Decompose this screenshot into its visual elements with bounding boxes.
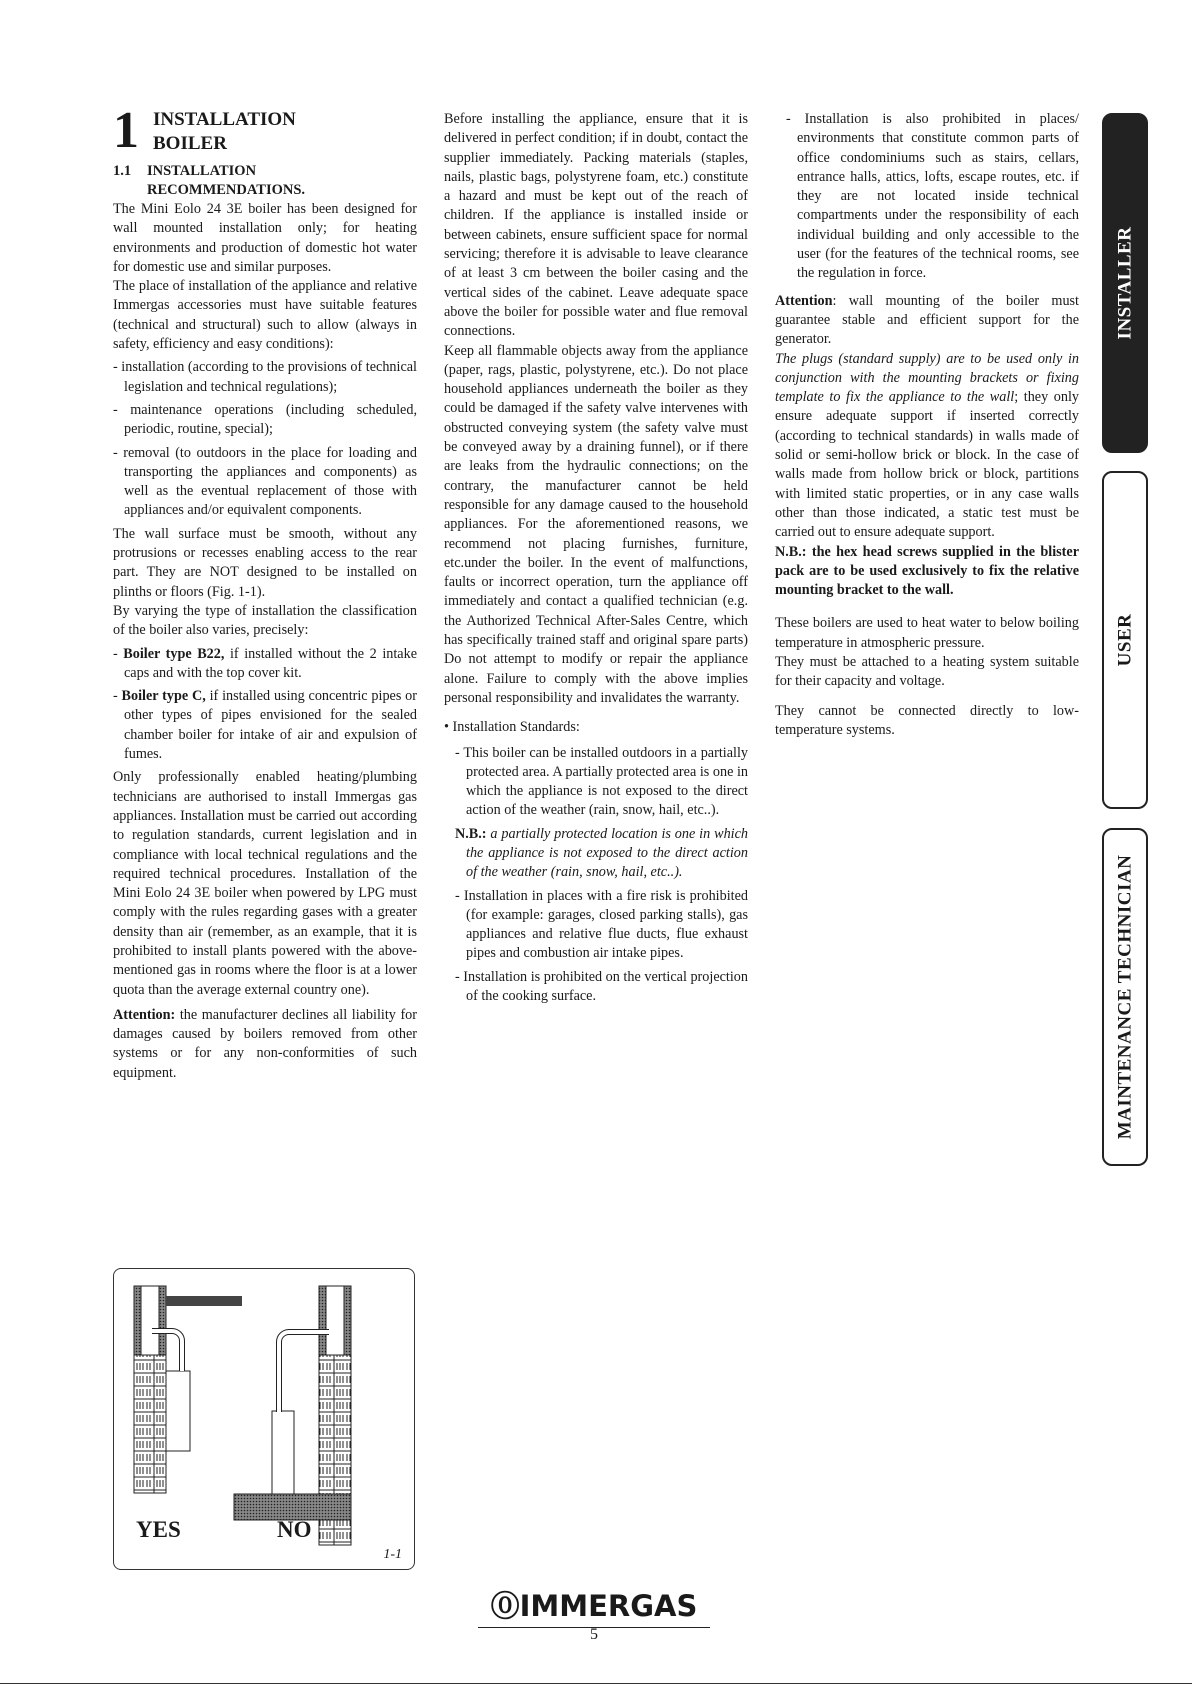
attention-text: the manufacturer declines all liability for damages caused by boilers removed from other systems or for any non-conformities of such equipment. [113,1006,417,1081]
list-text: if installed without the 2 intake caps and with the top cover kit. [124,645,417,681]
list-item: - Boiler type C, if installed using concentric pipes or other types of pipes envisioned for the sealed chamber boiler for intake of air and expulsion of fumes. [113,688,417,763]
list-item: - maintenance operations (including scheduled, periodic, routine, special); [113,401,417,438]
nb-note: N.B.: the hex head screws supplied in the blister pack are to be used exclusively to fix the relative mounting bracket to the wall. [775,543,1079,599]
paragraph: The Mini Eolo 24 3E boiler has been designed for wall mounted installation only; for heating environments and production of domestic hot water for domestic use and similar purposes. [113,201,417,275]
list-text: if installed using concentric pipes or other types of pipes envisioned for the sealed chamber boiler for intake of air and expulsion of fumes. [124,688,417,763]
nb-label: N.B.: [455,825,487,842]
immergas-logo [478,1584,710,1628]
tab-label: USER [1114,613,1135,667]
figure-number: 1-1 [383,1547,402,1562]
tab-user[interactable] [1102,471,1148,809]
tab-installer[interactable] [1102,113,1148,453]
list-item: - Boiler type B22, if installed without the 2 intake caps and with the top cover kit. [113,645,417,681]
yes-label: YES [136,1517,181,1542]
attention-text: : wall mounting of the boiler must guarantee stable and efficient support for the generator. [775,292,1079,348]
nb-text: a partially protected location is one in which the appliance is not exposed to the direct action of the weather (rain, snow, hail, etc..). [466,825,748,881]
section-heading [113,162,417,200]
tab-maintenance-technician[interactable] [1102,828,1148,1166]
chapter-title-line2: BOILER [153,133,227,154]
paragraph: The wall surface must be smooth, without any protrusions or recesses enabling access to the rear part. They are NOT designed to be installed on plinths or floors (Fig. 1-1). [113,525,417,600]
figure-1-1 [113,1268,415,1570]
list-item: - Installation in places with a fire risk is prohibited (for example: garages, closed parking stalls), gas appliances and relative flue ducts, flue exhaust pipes and combustion air intake pipes. [455,887,748,962]
tab-label: MAINTENANCE TECHNICIAN [1114,854,1136,1140]
column-3 [775,110,1079,744]
column-1 [113,102,417,1087]
page-bottom-border [0,1683,1192,1684]
nb-note [444,825,748,883]
flame-icon: ⓪ [490,1589,520,1623]
paragraph: By varying the type of installation the classification of the boiler also varies, precisely: [113,602,417,639]
section-number: 1.1 [113,163,132,179]
attention-label: Attention: [113,1006,176,1023]
plugs-text: ; they only ensure adequate support if inserted correctly (according to technical standards) in walls made of solid or semi-hollow brick or block. In the case of walls made from hollow brick or block, partitions with limited static properties, or in any case walls other than those indicated, a static test must be carried out to ensure adequate support. [775,389,1080,541]
section-title-line1: INSTALLATION [147,163,257,179]
list-item: - installation (according to the provisions of technical legislation and technical regulations); [113,359,417,395]
list-item: - Installation is prohibited on the vertical projection of the cooking surface. [455,968,748,1005]
installation-standards-bullet: • Installation Standards: [444,719,580,736]
chapter-number: 1 [113,102,139,159]
column-2 [444,110,748,1010]
paragraph: Before installing the appliance, ensure that it is delivered in perfect condition; if in doubt, contact the supplier immediately. Packing materials (staples, nails, plastic bags, polystyrene foam, etc.) constitute a hazard and must be kept out of the reach of children. If the appliance is installed inside or between cabinets, ensure sufficient space for normal servicing; therefore it is advisable to leave clearance of at least 3 cm between the boiler casing and the vertical sides of the cabinet. Leave adequate space above the boiler for possible water and flue removal connections. [444,111,748,340]
chapter-title-line1: INSTALLATION [153,109,296,130]
list-item: - Installation is also prohibited in places/ environments that constitute common parts of office condominiums such as stairs, cellars, entrance halls, attics, lofts, escape routes, etc. if they are not located inside technical compartments under the responsibility of each individual building and only accessible to the user (for the features of the technical rooms, see the regulation in force. [786,111,1079,282]
attention-paragraph [113,1006,417,1083]
list-item: - This boiler can be installed outdoors in a partially protected area. A partially protected area is one in which the appliance is not exposed to the direct action of the weather (rain, snow, hail, etc..). [455,744,748,819]
brand-name: IMMERGAS [519,1589,698,1623]
boiler-type-c: Boiler type C, [121,688,206,705]
boiler-type-b22: Boiler type B22, [123,645,225,662]
paragraph: Keep all flammable objects away from the appliance (paper, rags, plastic, polystyrene, etc.). Do not place household appliances underneath the boiler as they could be damaged if the safety valve intervenes with obstructed conveying system (the safety valve must be conveyed away by a draining funnel), or if there are leaks from the hydraulic connections; on the contrary, the manufacturer cannot be held responsible for any damage caused to the household appliances. For the aforementioned reasons, we recommend not placing furnishes, furniture, etc.under the boiler. In the event of malfunctions, faults or incorrect operation, turn the appliance off immediately and contact a qualified technician (e.g. the Authorized Technical After-Sales Centre, which has specifically trained staff and original spare parts) Do not attempt to modify or repair the appliance alone. Failure to comply with the above implies personal responsibility and invalidates the warranty. [444,342,748,706]
attention-label: Attention [775,292,833,309]
paragraph: They cannot be connected directly to low-temperature systems. [775,702,1079,738]
no-label: NO [277,1517,312,1542]
paragraph: These boilers are used to heat water to below boiling temperature in atmospheric pressure. [775,615,1079,651]
attention-paragraph [775,292,1079,350]
plugs-paragraph [775,350,1079,543]
plugs-italic: The plugs (standard supply) are to be used only in conjunction with the mounting brackets or fixing template to fix the appliance to the wall [775,350,1079,406]
paragraph: Only professionally enabled heating/plumbing technicians are authorised to install Immergas gas appliances. Installation must be carried out according to regulation standards, current legislation and in compliance with local technical regulations and the required technical procedures. Installation of the Mini Eolo 24 3E boiler when powered by LPG must comply with the rules regarding gases with a greater density than air (remember, as an example, that it is prohibited to install plants powered with the above-mentioned gas in rooms where the floor is at a lower quota than the average external country one). [113,769,417,998]
chapter-heading [113,102,417,159]
paragraph: They must be attached to a heating system suitable for their capacity and voltage. [775,654,1079,690]
section-title-line2: RECOMMENDATIONS. [147,182,306,198]
paragraph: The place of installation of the appliance and relative Immergas accessories must have suitable features (technical and structural) such to allow (always in safety, efficiency and easy conditions): [113,278,417,353]
list-item: - removal (to outdoors in the place for loading and transporting the appliances and components) as well as the eventual replacement of those with appliances and/or equivalent components. [113,444,417,519]
tab-label: INSTALLER [1114,226,1135,340]
page-number: 5 [590,1626,598,1643]
